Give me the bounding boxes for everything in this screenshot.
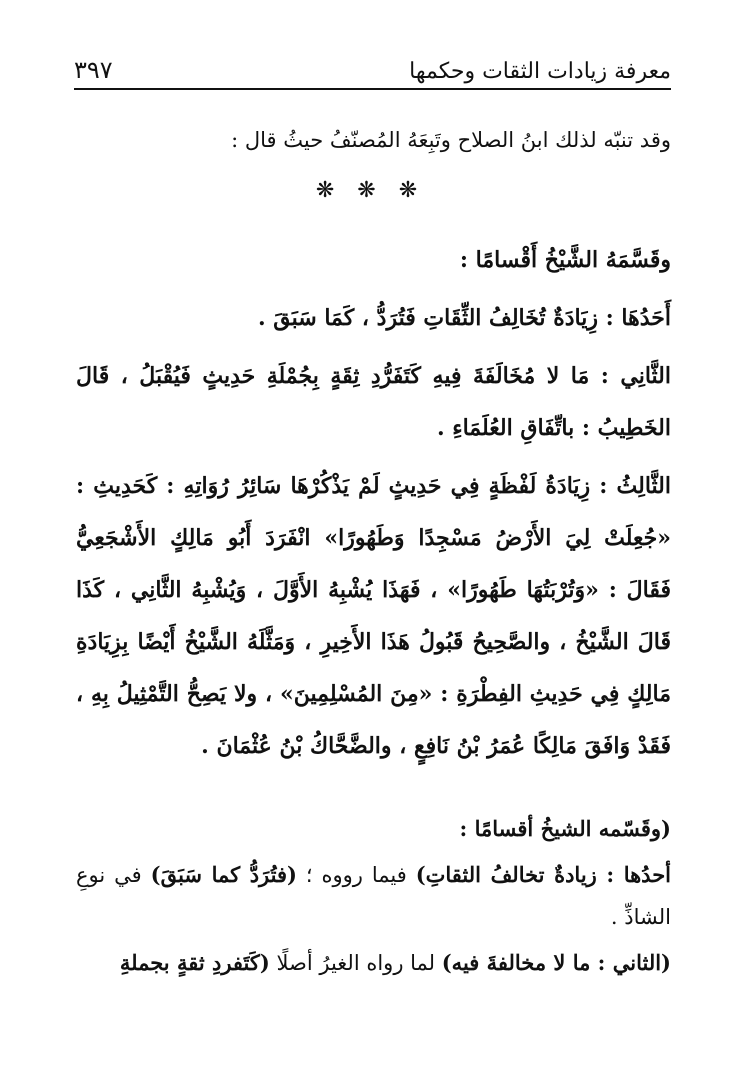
sharh-quote: (كَتَفردِ ثقةٍ بجملةِ	[119, 950, 270, 975]
sharh-quote: (فتُرَدُّ كما سَبَقَ)	[150, 862, 297, 887]
sharh-text	[76, 808, 671, 988]
sharh-paragraph-2	[76, 854, 671, 938]
sharh-paragraph-1: (وقَسّمه الشيخُ أقسامًا :	[459, 816, 671, 841]
matn-paragraph-3: الثَّانِي : مَا لا مُخَالَفَةَ فِيهِ كَتَفَرُّدِ ثِقَةٍ بِجُمْلَةِ حَدِيثٍ فَيُقْبَلُ ، قَالَ الخَطِيبُ : باتِّفَاقِ العُلَمَاءِ .	[76, 363, 671, 441]
section-separator: ❋ ❋ ❋	[315, 178, 426, 203]
sharh-quote: أحدُها : زيادةٌ تخالفُ الثقاتِ)	[415, 862, 672, 887]
running-title: معرفة زيادات الثقات وحكمها	[409, 59, 671, 84]
sharh-commentary: في نوعِ الشاذِّ .	[76, 863, 671, 929]
page-header	[74, 56, 671, 90]
sharh-paragraph-3	[76, 942, 671, 984]
sharh-commentary: فيما رووه ؛	[296, 863, 416, 887]
intro-paragraph: وقد تنبّه لذلك ابنُ الصلاح وتَبِعَهُ المُصنّفُ حيثُ قال :	[231, 128, 671, 152]
matn-paragraph-4: الثَّالِثُ : زِيَادَةُ لَفْظَةٍ فِي حَدِيثٍ لَمْ يَذْكُرْهَا سَائِرُ رُوَاتِهِ : كَحَدِيثِ : «جُعِلَتْ لِيَ الأَرْضُ مَسْجِدًا وَطَهُورًا» انْفَرَدَ أَبُو مَالِكٍ الأَشْجَعِيُّ فَقَالَ : «وَتُرْبَتُهَا طَهُورًا» ، فَهَذَا يُشْبِهُ الأَوَّلَ ، وَيُشْبِهُ الثَّانِي ، كَذَا قَالَ الشَّيْخُ ، والصَّحِيحُ قَبُولُ هَذَا الأَخِيرِ ، وَمَثَّلَهُ الشَّيْخُ أَيْضًا بِزِيَادَةِ مَالِكٍ فِي حَدِيثِ الفِطْرَةِ : «مِنَ المُسْلِمِينَ» ، ولا يَصِحُّ التَّمْثِيلُ بِهِ ، فَقَدْ وَافَقَ مَالِكًا عُمَرُ بْنُ نَافِعٍ ، والضَّحَّاكُ بْنُ عُثْمَانَ .	[76, 473, 671, 759]
matn-paragraph-1: وقَسَّمَهُ الشَّيْخُ أَقْسامًا :	[459, 247, 671, 273]
matn-paragraph-2: أَحَدُهَا : زِيَادَةٌ تُخَالِفُ الثِّقَاتِ فَتُرَدُّ ، كَمَا سَبَقَ .	[257, 305, 671, 331]
sharh-commentary: لما رواه الغيرُ أصلًا	[269, 951, 442, 975]
page-number: ٣٩٧	[74, 56, 113, 84]
matn-text	[76, 234, 671, 778]
sharh-quote: (الثاني : ما لا مخالفةَ فيه)	[441, 950, 671, 975]
